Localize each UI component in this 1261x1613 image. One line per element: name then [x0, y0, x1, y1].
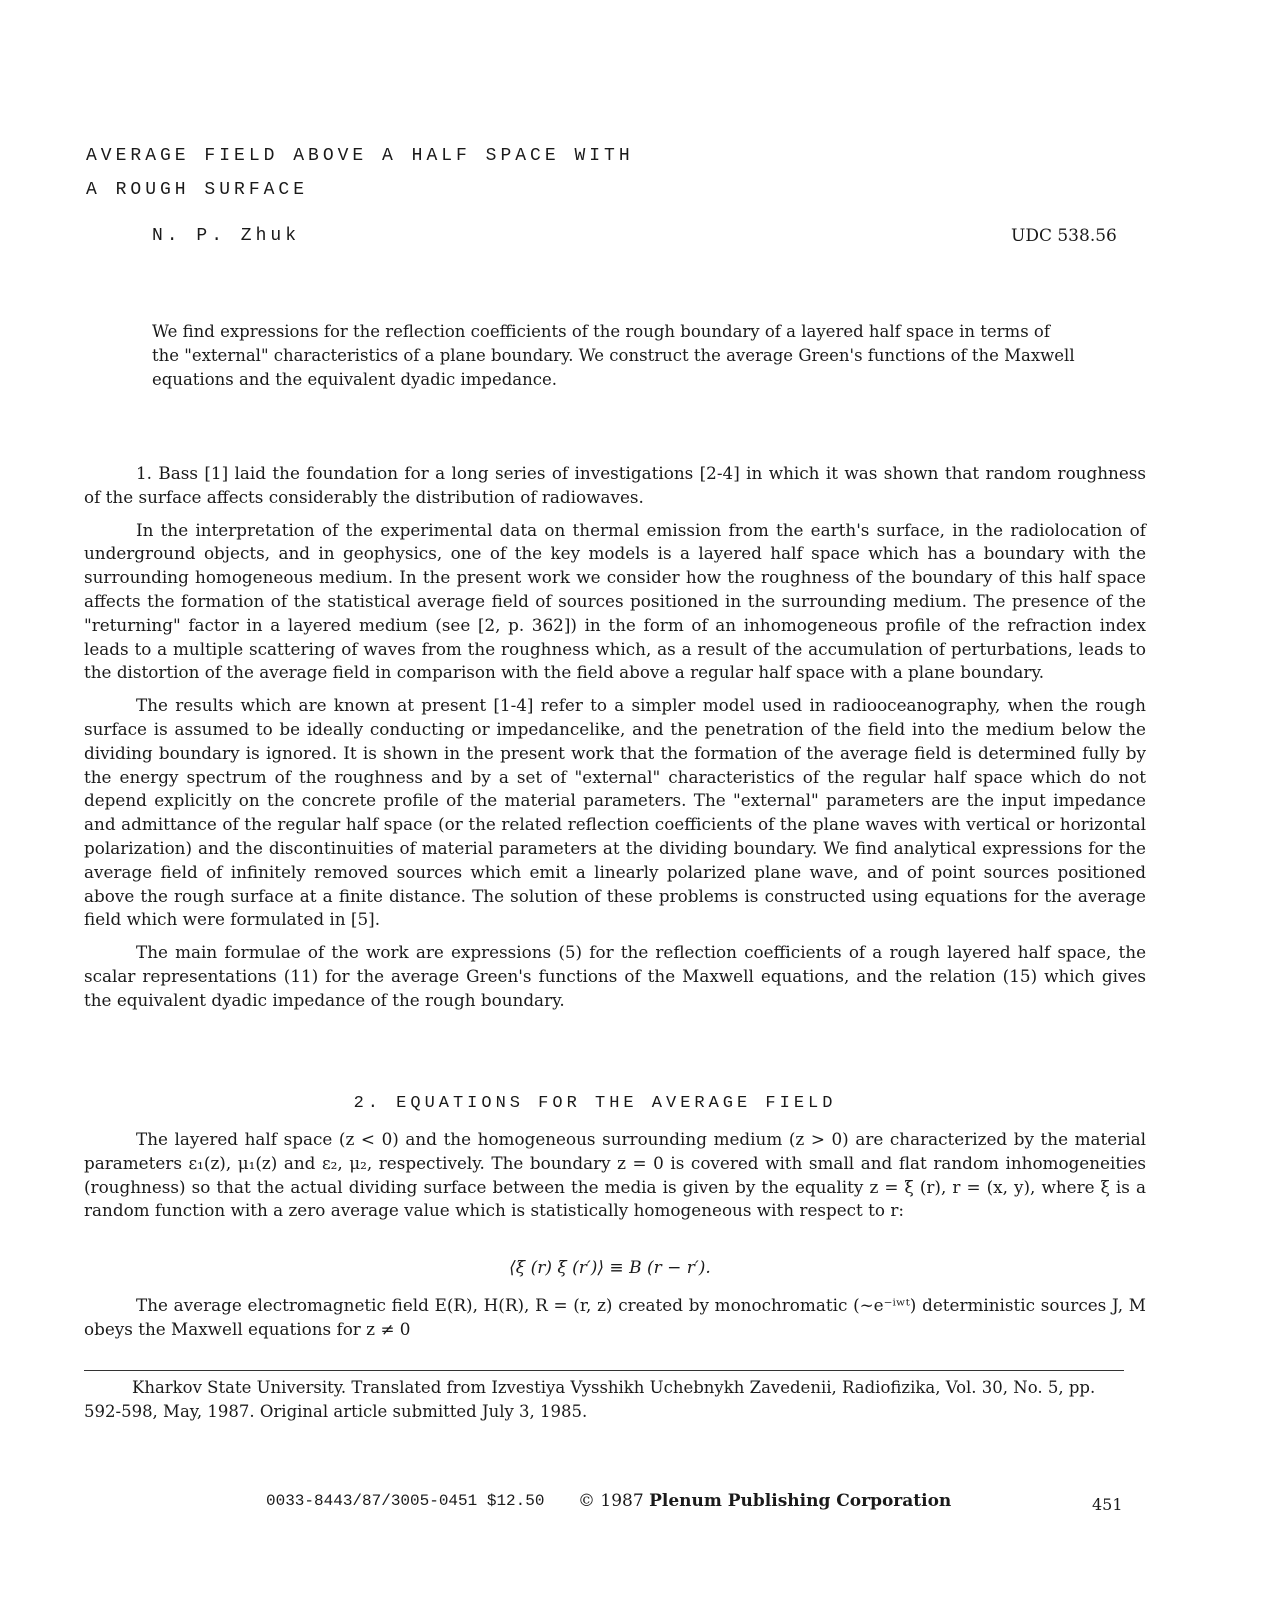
footnote — [84, 1376, 1134, 1424]
paragraph: 1. Bass [1] laid the foundation for a long series of investigations [2-4] in which it was shown that random roughness of the surface affects considerably the distribution of radiowaves. — [84, 463, 1146, 507]
paragraph: The results which are known at present [1-4] refer to a simpler model used in radiooceanography, when the rough surface is assumed to be ideally conducting or impedancelike, and the penetration of the field into the medium below the dividing boundary is ignored. It is shown in the present work that the formation of the average field is determined fully by the energy spectrum of the roughness and by a set of "external" characteristics of the regular half space which do not depend explicitly on the concrete profile of the material parameters. The "external" parameters are the input impedance and admittance of the regular half space (or the related reflection coefficients of the plane waves with vertical or horizontal polarization) and the discontinuities of material parameters at the dividing boundary. We find analytical expressions for the average field of infinitely removed sources which emit a linearly polarized plane wave, and of point sources positioned above the rough surface at a finite distance. The solution of these problems is constructed using equations for the average field which were formulated in [5]. — [84, 695, 1146, 930]
paragraph: The layered half space (z < 0) and the homogeneous surrounding medium (z > 0) are characterized by the material parameters ε₁(z), μ₁(z) and ε₂, μ₂, respectively. The boundary z = 0 is covered with small and flat random inhomogeneities (roughness) so that the actual dividing surface between the media is given by the equality z = ξ (r), r = (x, y), where ξ is a random function with a zero average value which is statistically homogeneous with respect to r: — [84, 1129, 1146, 1221]
footnote-text: Kharkov State University. Translated from Izvestiya Vysshikh Uchebnykh Zavedenii, Radiofizika, Vol. 30, No. 5, pp. 592-598, May, 1987. Original article submitted July 3, 1985. — [84, 1378, 1096, 1421]
author: N. P. Zhuk — [152, 226, 301, 246]
udc-code: UDC 538.56 — [1011, 226, 1117, 246]
paragraph: In the interpretation of the experimental data on thermal emission from the earth's surface, in the radiolocation of underground objects, and in geophysics, one of the key models is a layered half space which has a boundary with the surrounding homogeneous medium. In the present work we consider how the roughness of the boundary of this half space affects the formation of the statistical average field of sources positioned in the surrounding medium. The presence of the "returning" factor in a layered medium (see [2, p. 362]) in the form of an inhomogeneous profile of the refraction index leads to a multiple scattering of waves from the roughness which, as a result of the accumulation of perturbations, leads to the distortion of the average field in comparison with the field above a regular half space with a plane boundary. — [84, 519, 1146, 683]
page-number: 451 — [1092, 1495, 1123, 1514]
abstract: We find expressions for the reflection coefficients of the rough boundary of a layered half space in terms of the "external" characteristics of a plane boundary. We construct the average Green's functions of the Maxwell equations and the equivalent dyadic impedance. — [152, 322, 1075, 389]
copyright: © 1987 — [578, 1491, 644, 1511]
correlation-equation: ⟨ξ (r) ξ (r′)⟩ ≡ B (r − r′). — [509, 1258, 711, 1278]
section-2-body-continued — [84, 1294, 1146, 1351]
section-2-heading: 2. EQUATIONS FOR THE AVERAGE FIELD — [353, 1094, 837, 1113]
footnote-divider — [84, 1370, 1124, 1371]
section-2-body — [84, 1128, 1146, 1232]
publisher-line — [578, 1491, 951, 1511]
publisher-name: Plenum Publishing Corporation — [649, 1491, 952, 1511]
paragraph: The main formulae of the work are expressions (5) for the reflection coefficients of a rough layered half space, the scalar representations (11) for the average Green's functions of the Maxwell equations, and the relation (15) which gives the equivalent dyadic impedance of the rough boundary. — [84, 942, 1146, 1010]
paper-title-line-1: AVERAGE FIELD ABOVE A HALF SPACE WITH — [86, 146, 634, 166]
paper-title-line-2: A ROUGH SURFACE — [86, 180, 309, 200]
section-1-body — [84, 462, 1146, 1022]
article-code: 0033-8443/87/3005-0451 $12.50 — [266, 1492, 545, 1510]
paragraph: The average electromagnetic field E(R), H(R), R = (r, z) created by monochromatic (∼e⁻ⁱʷᵗ) deterministic sources J, M obeys the Maxwell equations for z ≠ 0 — [84, 1295, 1146, 1339]
